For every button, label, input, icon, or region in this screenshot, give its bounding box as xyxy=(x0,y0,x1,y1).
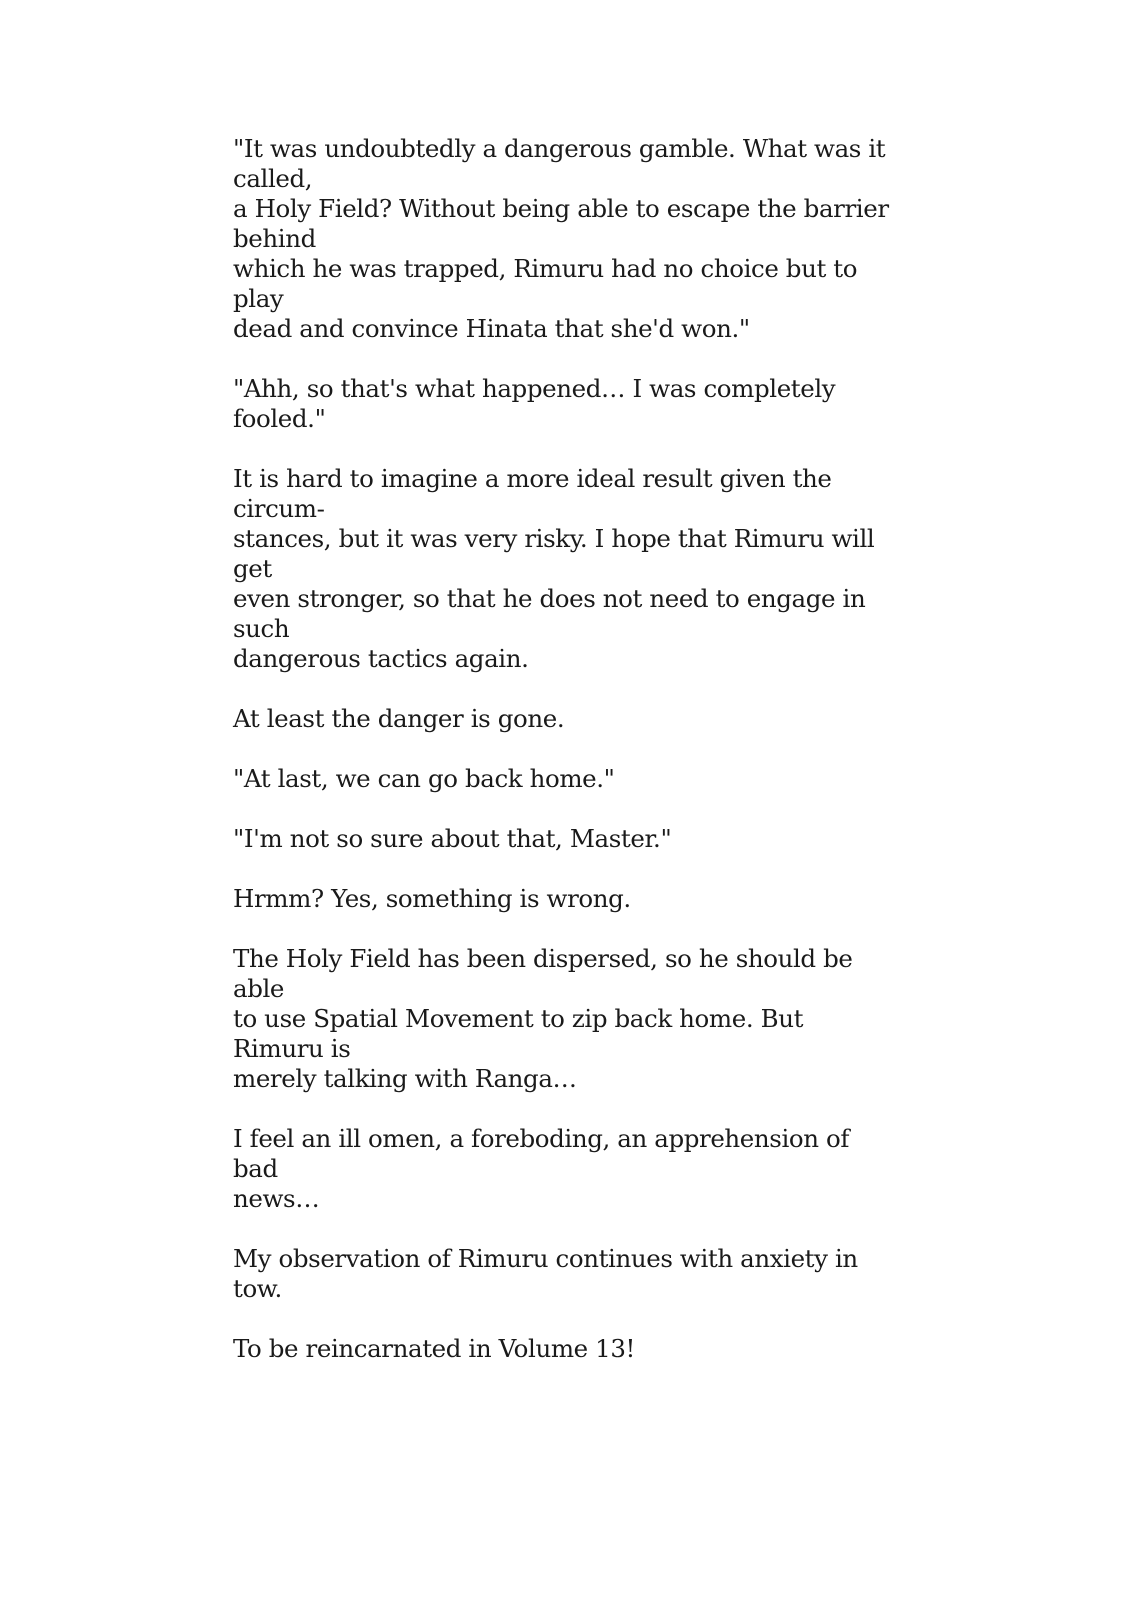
paragraph-narration-holy-field: The Holy Field has been dispersed, so he should be able to use Spatial Movement to zip back home. But Rimuru is merely talking with Ranga… xyxy=(233,944,853,1093)
page-text xyxy=(233,134,893,1394)
paragraph-narration-ill-omen: I feel an ill omen, a foreboding, an apprehension of bad news… xyxy=(233,1124,850,1213)
paragraph-narration-wrong: Hrmm? Yes, something is wrong. xyxy=(233,884,631,913)
paragraph-narration-danger-gone: At least the danger is gone. xyxy=(233,704,565,733)
paragraph-narration-observation: My observation of Rimuru continues with anxiety in tow. xyxy=(233,1244,858,1303)
paragraph-dialogue-fooled: "Ahh, so that's what happened… I was completely fooled." xyxy=(233,374,836,433)
paragraph-narration-risky: It is hard to imagine a more ideal result given the circum- stances, but it was very risky. I hope that Rimuru will get even stronger, so that he does not need to engage in such dangerous tactics again. xyxy=(233,464,875,673)
paragraph-dialogue-not-sure: "I'm not so sure about that, Master." xyxy=(233,824,672,853)
paragraph-dialogue-gamble: "It was undoubtedly a dangerous gamble. What was it called, a Holy Field? Without being able to escape the barrier behind which he was trapped, Rimuru had no choice but to play dead and convince Hinata that she'd won." xyxy=(233,134,889,343)
paragraph-dialogue-go-home: "At last, we can go back home." xyxy=(233,764,615,793)
paragraph-closing-line: To be reincarnated in Volume 13! xyxy=(233,1334,635,1363)
